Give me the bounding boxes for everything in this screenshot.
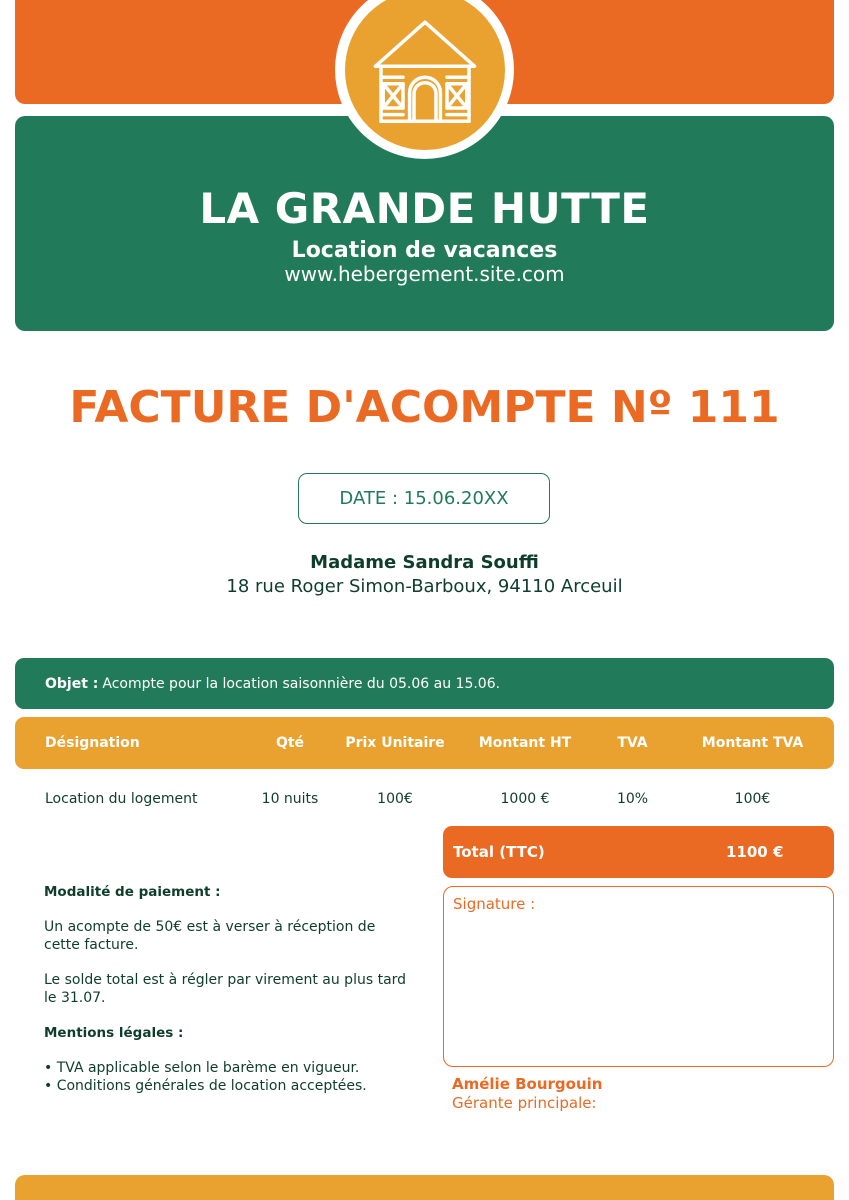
notes-section (44, 883, 414, 1095)
table-header (15, 717, 834, 769)
table-row (15, 773, 834, 825)
payment-line-1: Un acompte de 50€ est à verser à réception de cette facture. (44, 919, 376, 953)
legal-item: • Conditions générales de location acceptées. (44, 1078, 367, 1094)
column-header-unit-price: Prix Unitaire (345, 735, 445, 751)
object-text: Acompte pour la location saisonnière du 05.06 au 15.06. (102, 675, 501, 692)
column-header-designation: Désignation (45, 735, 140, 751)
company-name: LA GRANDE HUTTE (199, 184, 650, 233)
payment-heading: Modalité de paiement : (44, 884, 221, 900)
cell-unit-price: 100€ (377, 791, 413, 807)
cell-qty: 10 nuits (261, 791, 319, 807)
company-tagline: Location de vacances (291, 238, 558, 263)
cell-designation: Location du logement (45, 791, 198, 807)
total-bar (443, 826, 834, 878)
column-header-qty: Qté (275, 735, 305, 751)
cell-tva: 10% (616, 791, 649, 807)
legal-item: • TVA applicable selon le barème en vigueur. (44, 1060, 360, 1076)
legal-heading: Mentions légales : (44, 1025, 184, 1041)
payment-line-2: Le solde total est à régler par virement au plus tard le 31.07. (44, 972, 407, 1006)
invoice-title: FACTURE D'ACOMPTE Nº 111 (69, 382, 780, 433)
cell-amount-tva: 100€ (734, 791, 771, 807)
column-header-amount-ht: Montant HT (478, 735, 572, 751)
date-box (298, 473, 550, 524)
total-label: Total (TTC) (453, 843, 545, 861)
company-website[interactable]: www.hebergement.site.com (284, 262, 565, 286)
total-value: 1100 € (726, 843, 784, 861)
signer-role: Gérante principale: (452, 1094, 597, 1112)
object-label: Objet : (45, 675, 99, 692)
column-header-tva: TVA (617, 735, 648, 751)
hut-icon (370, 20, 480, 130)
logo-disc (345, 0, 505, 150)
column-header-amount-tva: Montant TVA (701, 735, 804, 751)
client-address: 18 rue Roger Simon-Barboux, 94110 Arceuil (226, 576, 623, 597)
signer-name: Amélie Bourgouin (452, 1075, 603, 1093)
signature-label: Signature : (453, 895, 536, 913)
object-bar (15, 658, 834, 709)
footer-band (15, 1175, 834, 1200)
signature-box[interactable] (443, 886, 834, 1067)
client-name: Madame Sandra Souffi (310, 552, 539, 573)
cell-amount-ht: 1000 € (500, 791, 550, 807)
invoice-date: DATE : 15.06.20XX (339, 488, 509, 509)
